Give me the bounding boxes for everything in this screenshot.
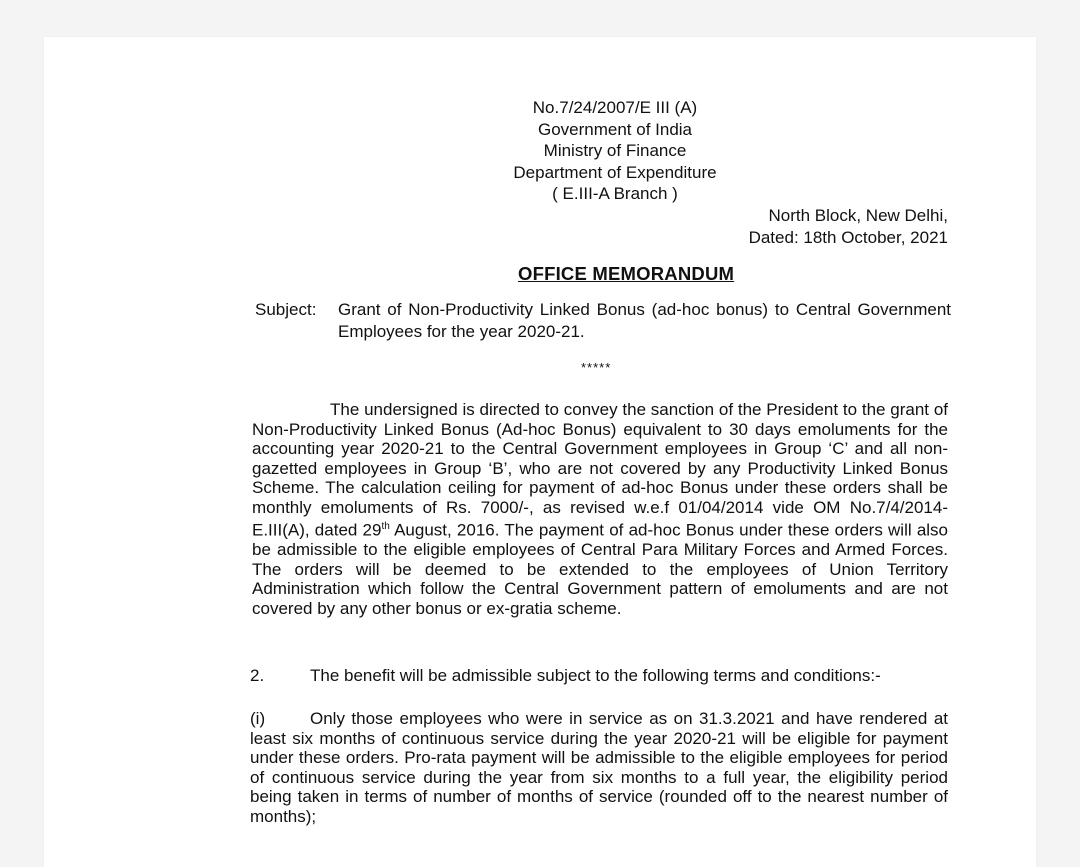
ordinal-suffix: th [381, 521, 390, 532]
condition-i-text: Only those employees who were in service as on 31.3.2021 and have rendered at least six months of continuous service during the year 2020-21 will be eligible for payment under these orders. Pro-rata payment will be admissible to the eligible employees for period of continuous service during the year from six months to a full year, the eligibility period being taken in terms of number of months of service (rounded off to the nearest number of months); [250, 709, 948, 826]
subject-block [255, 299, 951, 343]
separator-stars: ***** [581, 360, 612, 375]
item-2 [250, 666, 948, 686]
date-line: Dated: 18th October, 2021 [748, 227, 948, 247]
paragraph-1 [252, 400, 948, 618]
subject-text: Grant of Non-Productivity Linked Bonus (ad-hoc bonus) to Central Government Employees for the year 2020-21. [338, 300, 951, 341]
ministry-line: Ministry of Finance [543, 141, 687, 160]
branch-line: ( E.III-A Branch ) [552, 184, 678, 203]
memo-title: OFFICE MEMORANDUM [518, 263, 735, 284]
subject-label: Subject: [255, 300, 317, 319]
place-date-block [749, 205, 948, 248]
file-number: No.7/24/2007/E III (A) [532, 98, 698, 117]
paragraph-1-text-a: The undersigned is directed to convey the sanction of the President to the grant of Non-Productivity Linked Bonus (Ad-hoc Bonus) equivalent to 30 days emoluments for the accounting year 2020-21 to the Central Government employees in Group ‘C’ and all non-gazetted employees in Group ‘B’, who are not covered by any Productivity Linked Bonus Scheme. The calculation ceiling for payment of ad-hoc Bonus under these orders shall be monthly emoluments of Rs. 7000/-, as revised w.e.f 01/04/2014 vide OM No.7/4/2014-E.III(A), dated 29 [252, 400, 948, 540]
place-line: North Block, New Delhi, [768, 206, 948, 225]
document-page [44, 37, 1036, 867]
government-line: Government of India [537, 119, 693, 139]
item-2-number: 2. [250, 666, 265, 685]
condition-i-number: (i) [250, 709, 266, 728]
condition-i [250, 709, 948, 826]
document-header [44, 97, 1036, 205]
paragraph-1-text-b: August, 2016. The payment of ad-hoc Bonus under these orders will also be admissible to the eligible employees of Central Para Military Forces and Armed Forces. The orders will be deemed to be extended to the employees of Union Territory Administration which follow the Central Government pattern of emoluments and are not covered by any other bonus or ex-gratia scheme. [252, 520, 949, 618]
department-line: Department of Expenditure [513, 162, 717, 182]
item-2-text: The benefit will be admissible subject to the following terms and conditions:- [310, 666, 881, 685]
